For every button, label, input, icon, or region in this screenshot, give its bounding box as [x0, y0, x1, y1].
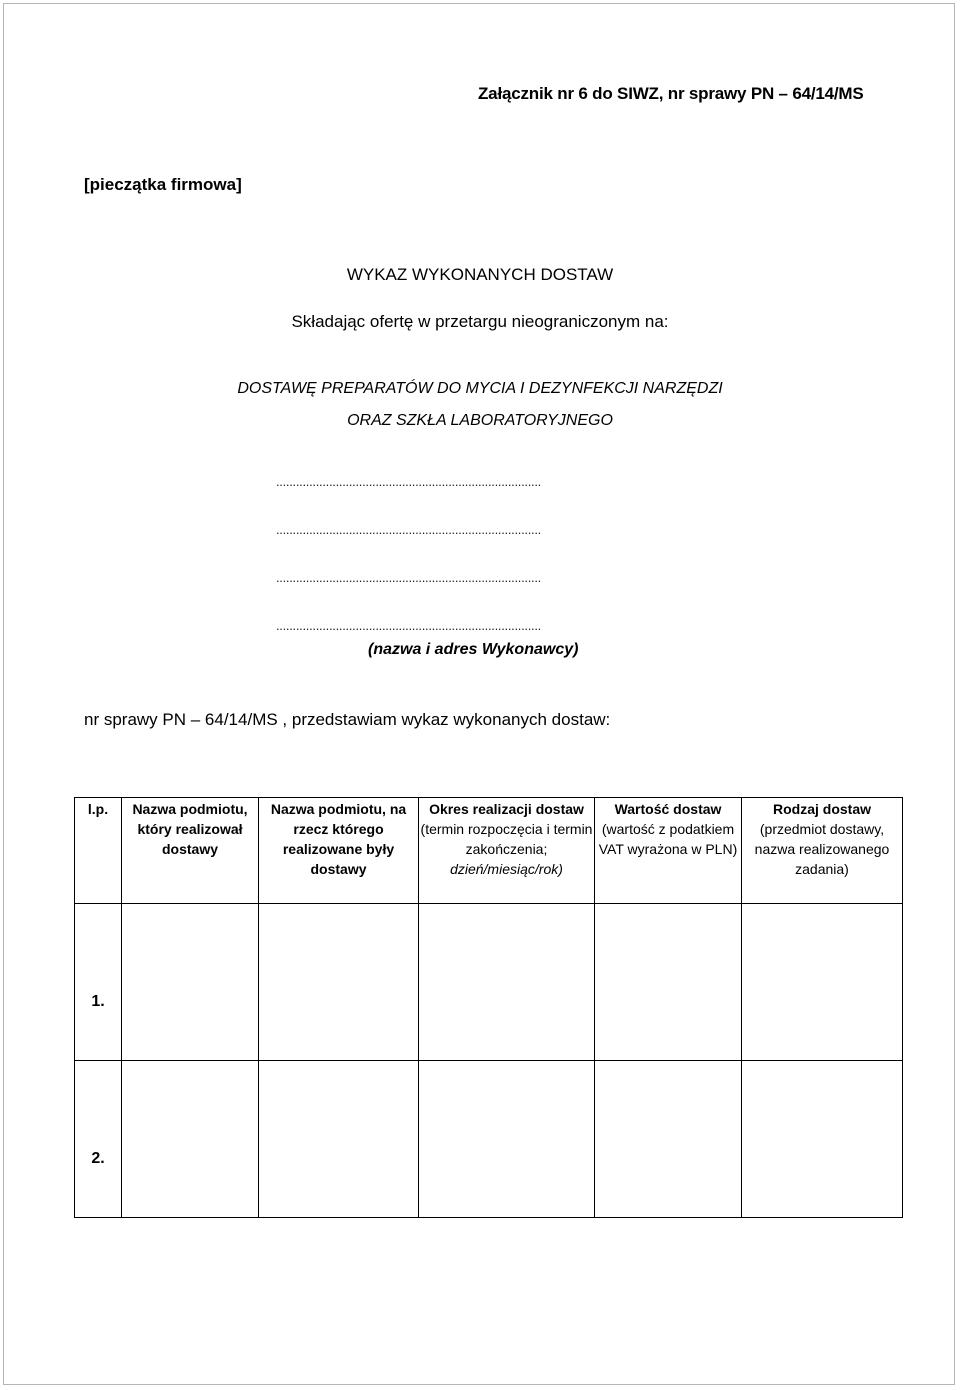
row-number: 2.: [75, 1061, 122, 1218]
annex-title: Załącznik nr 6 do SIWZ, nr sprawy PN – 64/14/MS: [478, 84, 864, 103]
cell-performer[interactable]: [122, 1061, 259, 1218]
header-period: [419, 798, 595, 904]
cell-recipient[interactable]: [259, 1061, 419, 1218]
company-stamp-placeholder: [pieczątka firmowa]: [84, 175, 242, 194]
header-recipient: [259, 798, 419, 904]
header-type: [742, 798, 903, 904]
header-value-label: Wartość dostaw: [614, 801, 722, 817]
intro-text: Składając ofertę w przetargu nieograniczonym na:: [291, 312, 669, 331]
header-period-label: Okres realizacji dostaw: [429, 801, 584, 817]
header-type-note: (przedmiot dostawy, nazwa realizowanego zadania): [754, 821, 890, 877]
cell-period[interactable]: [419, 1061, 595, 1218]
cell-value[interactable]: [595, 904, 742, 1061]
header-period-note: (termin rozpoczęcia i termin zakończenia;: [420, 821, 593, 857]
contractor-caption: (nazwa i adres Wykonawcy): [368, 641, 579, 658]
header-type-label: Rodzaj dostaw: [772, 801, 871, 817]
cell-type[interactable]: [742, 1061, 903, 1218]
table-header-row: [75, 798, 903, 904]
contractor-fill-line[interactable]: ................................................................................: [276, 522, 541, 537]
header-value-note: (wartość z podatkiem VAT wyrażona w PLN): [598, 821, 738, 857]
header-lp-label: l.p.: [87, 801, 109, 817]
tender-subject-line-2: ORAZ SZKŁA LABORATORYJNEGO: [347, 412, 613, 429]
document-title: WYKAZ WYKONANYCH DOSTAW: [346, 265, 614, 284]
deliveries-table: [74, 797, 903, 1218]
cell-value[interactable]: [595, 1061, 742, 1218]
cell-period[interactable]: [419, 904, 595, 1061]
header-performer: [122, 798, 259, 904]
table-row: [75, 1061, 903, 1218]
contractor-fill-line[interactable]: ................................................................................: [276, 570, 541, 585]
cell-type[interactable]: [742, 904, 903, 1061]
header-performer-label: Nazwa podmiotu, który realizował dostawy: [132, 801, 248, 857]
cell-recipient[interactable]: [259, 904, 419, 1061]
header-recipient-label: Nazwa podmiotu, na rzecz którego realizowane były dostawy: [270, 801, 407, 877]
contractor-fill-line[interactable]: ................................................................................: [276, 474, 541, 489]
header-lp: [75, 798, 122, 904]
row-number: 1.: [75, 904, 122, 1061]
table-row: [75, 904, 903, 1061]
case-number-line: nr sprawy PN – 64/14/MS , przedstawiam wykaz wykonanych dostaw:: [84, 710, 611, 729]
tender-subject-line-1: DOSTAWĘ PREPARATÓW DO MYCIA I DEZYNFEKCJI NARZĘDZI: [237, 380, 723, 397]
contractor-fill-line[interactable]: ................................................................................: [276, 618, 541, 633]
header-period-format: dzień/miesiąc/rok): [450, 861, 563, 877]
header-value: [595, 798, 742, 904]
cell-performer[interactable]: [122, 904, 259, 1061]
